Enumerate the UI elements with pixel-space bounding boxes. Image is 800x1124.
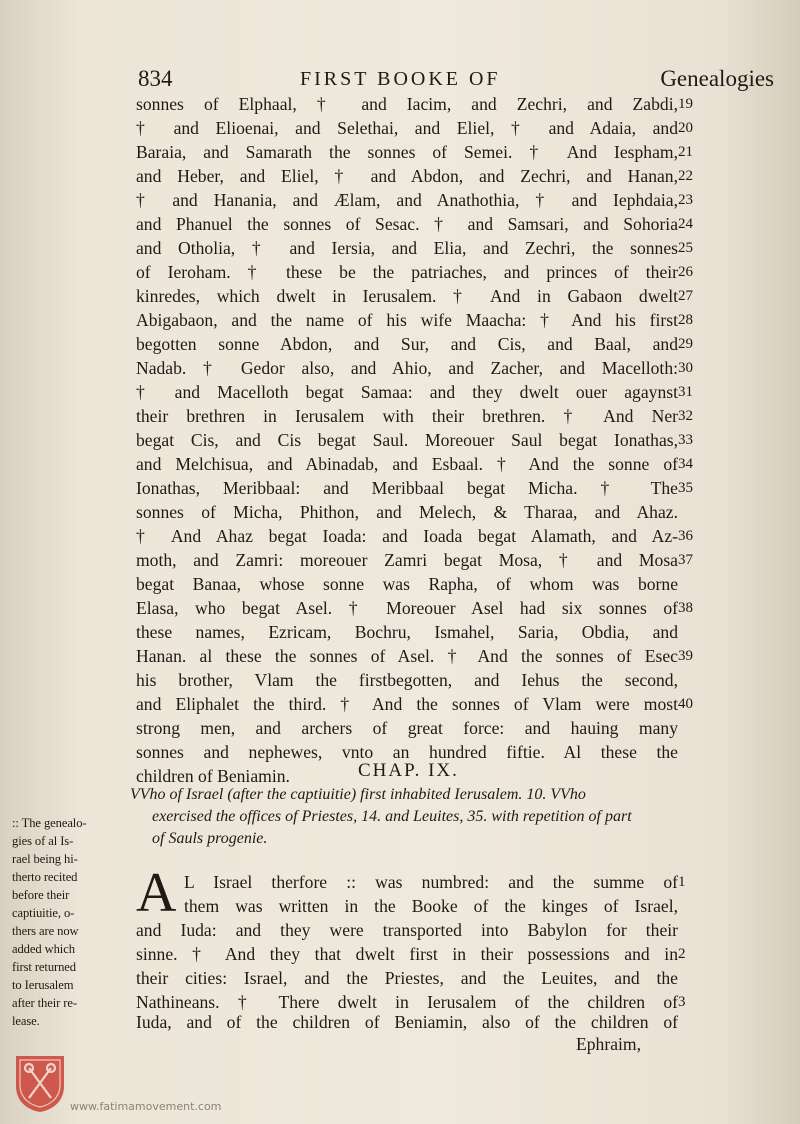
verse-number: 30 — [678, 360, 693, 376]
verse-number: 25 — [678, 240, 693, 256]
text-line: kinredes, which dwelt in Ierusalem. † And in Gabaon dwelt — [136, 286, 678, 306]
margin-line: thers are now — [12, 924, 79, 938]
text-line: sinne. † And they that dwelt first in their possessions and in — [136, 944, 678, 964]
text-line: and Eliphalet the third. † And the sonnes of Vlam were most — [136, 694, 678, 714]
text-line: † and Hanania, and Ælam, and Anathothia, † and Iephdaia, — [136, 190, 678, 210]
verse-number: 32 — [678, 408, 693, 424]
verse-number: 40 — [678, 696, 693, 712]
catchword: Ephraim, — [576, 1034, 641, 1054]
verse-number — [678, 740, 718, 764]
verse-number — [678, 500, 718, 524]
verse-number — [678, 668, 718, 692]
margin-line: lease. — [12, 1014, 40, 1028]
verse-number: 34 — [678, 456, 693, 472]
page-number: 834 — [138, 66, 173, 91]
text-line: Iuda, and of the children of Beniamin, also of the children of — [136, 1012, 678, 1032]
verse-number: 29 — [678, 336, 693, 352]
verse-number: 37 — [678, 552, 693, 568]
summary-line: exercised the offices of Priestes, 14. and Leuites, 35. with repetition of part — [152, 808, 632, 825]
verse-number: 20 — [678, 120, 693, 136]
verse-number: 27 — [678, 288, 693, 304]
margin-line: :: The genealo- — [12, 816, 87, 830]
footer-url: www.fatimamovement.com — [70, 1100, 222, 1113]
text-line: † And Ahaz begat Ioada: and Ioada begat Alamath, and Az- — [136, 526, 678, 546]
verse-number — [678, 572, 718, 596]
text-line: these names, Ezricam, Bochru, Ismahel, Saria, Obdia, and — [136, 622, 678, 642]
margin-line: added which — [12, 942, 75, 956]
text-line: children of Beniamin. — [136, 766, 290, 786]
text-line: and Iuda: and they were transported into Babylon for their — [136, 920, 678, 940]
verse-number: 38 — [678, 600, 693, 616]
text-line: and Otholia, † and Iersia, and Elia, and Zechri, the sonnes — [136, 238, 678, 258]
verse-number: 28 — [678, 312, 693, 328]
text-line: his brother, Vlam the firstbegotten, and Iehus the second, — [136, 670, 678, 690]
text-line: Abigabaon, and the name of his wife Maacha: † And his first — [136, 310, 678, 330]
verse-number: 36 — [678, 528, 693, 544]
verse-number: 39 — [678, 648, 693, 664]
running-head: Genealogies — [660, 66, 774, 91]
verse-number — [678, 966, 718, 990]
text-line: Hanan. al these the sonnes of Asel. † And the sonnes of Esec — [136, 646, 678, 666]
verse-number: 21 — [678, 144, 693, 160]
summary-line: VVho of Israel (after the captiuitie) first inhabited Ierusalem. 10. VVho — [130, 786, 586, 803]
text-line: † and Macelloth begat Samaa: and they dwelt ouer agaynst — [136, 382, 678, 402]
verse-number: 23 — [678, 192, 693, 208]
text-line: L Israel therfore :: was numbred: and the summe of — [184, 872, 678, 892]
text-line: Baraia, and Samarath the sonnes of Semei. † And Iespham, — [136, 142, 678, 162]
margin-line: rael being hi- — [12, 852, 78, 866]
margin-line: first returned — [12, 960, 76, 974]
text-line: † and Elioenai, and Selethai, and Eliel, † and Adaia, and — [136, 118, 678, 138]
text-line: and Melchisua, and Abinadab, and Esbaal. † And the sonne of — [136, 454, 678, 474]
text-line: sonnes of Micha, Phithon, and Melech, & Tharaa, and Ahaz. — [136, 502, 678, 522]
verse-number: 24 — [678, 216, 693, 232]
text-line: strong men, and archers of great force: and hauing many — [136, 718, 678, 738]
margin-line: after their re- — [12, 996, 77, 1010]
papal-seal-icon — [12, 1052, 68, 1114]
text-line: them was written in the Booke of the kinges of Israel, — [184, 896, 678, 916]
text-line: their brethren in Ierusalem with their brethren. † And Ner — [136, 406, 678, 426]
drop-cap: A — [136, 862, 177, 924]
margin-note — [12, 814, 124, 1030]
verse-number: 19 — [678, 96, 693, 112]
text-line: and Heber, and Eliel, † and Abdon, and Zechri, and Hanan, — [136, 166, 678, 186]
verse-number: 35 — [678, 480, 693, 496]
verse-number: 33 — [678, 432, 693, 448]
verse-number — [678, 1010, 718, 1034]
text-line: sonnes of Elphaal, † and Iacim, and Zechri, and Zabdi, — [136, 94, 678, 114]
verse-number: 22 — [678, 168, 693, 184]
text-line: begotten sonne Abdon, and Sur, and Cis, and Baal, and — [136, 334, 678, 354]
margin-line: before their — [12, 888, 70, 902]
text-line: Elasa, who begat Asel. † Moreouer Asel had six sonnes of — [136, 598, 678, 618]
text-line: begat Cis, and Cis begat Saul. Moreouer Saul begat Ionathas, — [136, 430, 678, 450]
verse-number: 31 — [678, 384, 693, 400]
verse-number: 2 — [678, 946, 686, 962]
text-line: moth, and Zamri: moreouer Zamri begat Mosa, † and Mosa — [136, 550, 678, 570]
verse-number — [678, 716, 718, 740]
verse-number — [678, 918, 718, 942]
text-line: begat Banaa, whose sonne was Rapha, of whom was borne — [136, 574, 678, 594]
verse-number — [678, 620, 718, 644]
verse-number: 3 — [678, 994, 686, 1010]
summary-line: of Sauls progenie. — [152, 830, 268, 847]
text-line: Nathineans. † There dwelt in Ierusalem of the children of — [136, 992, 678, 1012]
verse-number — [678, 894, 718, 918]
verse-number: 1 — [678, 874, 686, 890]
text-line: Ionathas, Meribbaal: and Meribbaal begat Micha. † The — [136, 478, 678, 498]
header-title: FIRST BOOKE OF — [300, 68, 501, 90]
margin-line: therto recited — [12, 870, 78, 884]
text-line: of Ieroham. † these be the patriaches, and princes of their — [136, 262, 678, 282]
margin-line: captiuitie, o- — [12, 906, 75, 920]
text-line: their cities: Israel, and the Priestes, and the Leuites, and the — [136, 968, 678, 988]
text-line: Nadab. † Gedor also, and Ahio, and Zacher, and Macelloth: — [136, 358, 678, 378]
verse-number: 26 — [678, 264, 693, 280]
text-line: sonnes and nephewes, vnto an hundred fiftie. Al these the — [136, 742, 678, 762]
margin-line: gies of al Is- — [12, 834, 74, 848]
chapter-heading: CHAP. IX. — [358, 760, 459, 781]
margin-line: to Ierusalem — [12, 978, 74, 992]
text-line: and Phanuel the sonnes of Sesac. † and Samsari, and Sohoria — [136, 214, 678, 234]
